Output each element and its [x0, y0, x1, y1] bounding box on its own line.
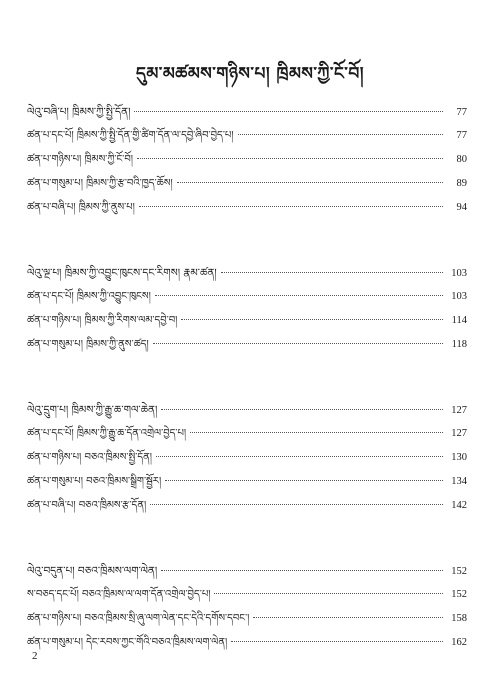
- toc-entry[interactable]: [27, 148, 467, 172]
- toc-page-number: 77: [456, 107, 467, 118]
- toc-entry-title: ཚན་པ་གཉིས་པ། བཅའ་ཁྲིམས་སྤྱི་དོན།: [27, 452, 153, 463]
- toc-entry-title: ཚན་པ་གསུམ་པ། བཅའ་ཁྲིམས་སྒྲིག་སྦྱོར།: [27, 476, 162, 487]
- toc-page-number: 134: [451, 476, 467, 487]
- leader-dots: [153, 343, 443, 344]
- toc-entry-title: ཚན་པ་གཉིས་པ། ཁྲིམས་ཀྱི་རིགས་ལམ་དབྱེ་བ།: [27, 315, 178, 326]
- toc-entry-title: ཚན་པ་གསུམ་པ། ཁྲིམས་ཀྱི་ནུས་ཚད།: [27, 339, 149, 350]
- toc-entry-title: ལེའུ་དྲུག་པ། ཁྲིམས་ཀྱི་རྒྱུ་ཆ་གལ་ཆེན།: [27, 404, 158, 416]
- toc-entry-title: ལེའུ་བདུན་པ། བཅའ་ཁྲིམས་ལག་ལེན།: [27, 565, 158, 577]
- toc-entry-title: ཚན་པ་བཞི་པ། བཅའ་ཁྲིམས་རྩ་དོན།: [27, 500, 147, 511]
- toc-entry[interactable]: [27, 309, 467, 333]
- toc-entry[interactable]: [27, 285, 467, 309]
- leader-dots: [231, 641, 443, 642]
- leader-dots: [190, 432, 443, 433]
- toc-page-number: 152: [451, 589, 467, 600]
- toc-entry[interactable]: [27, 422, 467, 446]
- toc-entry-title: ཚན་པ་དང་པོ། ཁྲིམས་ཀྱི་འབྱུང་ཁུངས།: [27, 291, 151, 302]
- toc-entry[interactable]: [27, 398, 467, 422]
- toc-entry[interactable]: [27, 172, 467, 196]
- toc-entry[interactable]: [27, 333, 467, 357]
- leader-dots: [221, 272, 443, 273]
- leader-dots: [165, 480, 443, 481]
- toc-page-number: 103: [451, 268, 467, 279]
- leader-dots: [181, 319, 443, 320]
- toc-entry-title: ཚན་པ་གཉིས་པ། ཁྲིམས་ཀྱི་ངོ་བོ།: [27, 154, 133, 165]
- leader-dots: [214, 593, 443, 594]
- toc-entry[interactable]: [27, 261, 467, 285]
- toc-page-number: 127: [451, 405, 467, 416]
- leader-dots: [156, 456, 443, 457]
- leader-dots: [161, 409, 443, 410]
- toc-page-number: 162: [451, 637, 467, 648]
- toc-entry[interactable]: [27, 559, 467, 583]
- leader-dots: [161, 570, 443, 571]
- toc-entry-title: ཚན་པ་དང་པོ། ཁྲིམས་ཀྱི་སྤྱི་དོན་གྱི་ཚིག་དོན་ལ་དབྱེ་ཞིབ་བྱེད་པ།: [27, 130, 234, 141]
- leader-dots: [177, 182, 443, 183]
- leader-dots: [134, 111, 443, 112]
- toc-entry-title: ལེའུ་བཞི་པ། ཁྲིམས་ཀྱི་སྤྱི་དོན།: [27, 106, 131, 118]
- toc-entry[interactable]: [27, 631, 467, 655]
- toc-entry[interactable]: [27, 196, 467, 220]
- toc-entry[interactable]: [27, 124, 467, 148]
- toc-section-6: [27, 398, 467, 518]
- leader-dots: [155, 295, 443, 296]
- leader-dots: [137, 158, 443, 159]
- toc-page-number: 94: [456, 202, 467, 213]
- toc-page-number: 80: [456, 154, 467, 165]
- toc-entry[interactable]: [27, 100, 467, 124]
- toc-page-number: 158: [451, 613, 467, 624]
- toc-entry-title: ཚན་པ་གསུམ་པ། དེང་རབས་ཀྱང་གོའི་བཅའ་ཁྲིམས་ལག་ལེན།: [27, 637, 228, 648]
- toc-entry[interactable]: [27, 607, 467, 631]
- toc-page-number: 152: [451, 566, 467, 577]
- page-title: དུམ་མཚམས་གཉིས་པ། ཁྲིམས་ཀྱི་ངོ་བོ།: [135, 64, 365, 84]
- toc-entry-title: ཚན་པ་གཉིས་པ། བཅའ་ཁྲིམས་སྲི་ཞུ་ལག་ལེན་དང་དེའི་དགོས་དབང་།: [27, 613, 250, 624]
- toc-page-number: 118: [451, 339, 467, 350]
- toc-entry[interactable]: [27, 470, 467, 494]
- toc-page-number: 114: [451, 315, 467, 326]
- table-of-contents: [27, 100, 467, 696]
- toc-section-5: [27, 261, 467, 357]
- toc-page-number: 77: [456, 130, 467, 141]
- toc-section-4: [27, 100, 467, 220]
- toc-page-number: 142: [451, 500, 467, 511]
- toc-section-7: [27, 559, 467, 655]
- toc-entry-title: ལེའུ་ལྔ་པ། ཁྲིམས་ཀྱི་འབྱུང་ཁུངས་དང་རིགས། རྣམ་ཚན།: [27, 267, 217, 279]
- toc-page-number: 130: [451, 452, 467, 463]
- toc-entry-title: ཚན་པ་གསུམ་པ། ཁྲིམས་ཀྱི་རྩ་བའི་ཁྱད་ཆོས།: [27, 178, 173, 189]
- toc-entry-title: ས་བཅད་དང་པོ། བཅའ་ཁྲིམས་ལ་ལག་དོན་འགྲེལ་བྱེད་པ།: [27, 589, 211, 600]
- toc-entry[interactable]: [27, 446, 467, 470]
- toc-entry[interactable]: [27, 494, 467, 518]
- toc-page-number: 89: [456, 178, 467, 189]
- leader-dots: [139, 206, 443, 207]
- page-number: 2: [32, 650, 38, 662]
- leader-dots: [238, 134, 443, 135]
- leader-dots: [150, 504, 443, 505]
- toc-entry-title: ཚན་པ་དང་པོ། ཁྲིམས་ཀྱི་རྒྱུ་ཆ་དོན་འགྲེལ་བྱེད་པ།: [27, 428, 187, 439]
- toc-entry[interactable]: [27, 583, 467, 607]
- toc-page-number: 103: [451, 291, 467, 302]
- leader-dots: [253, 617, 443, 618]
- toc-entry-title: ཚན་པ་བཞི་པ། ཁྲིམས་ཀྱི་ནུས་པ།: [27, 202, 135, 213]
- toc-page-number: 127: [451, 428, 467, 439]
